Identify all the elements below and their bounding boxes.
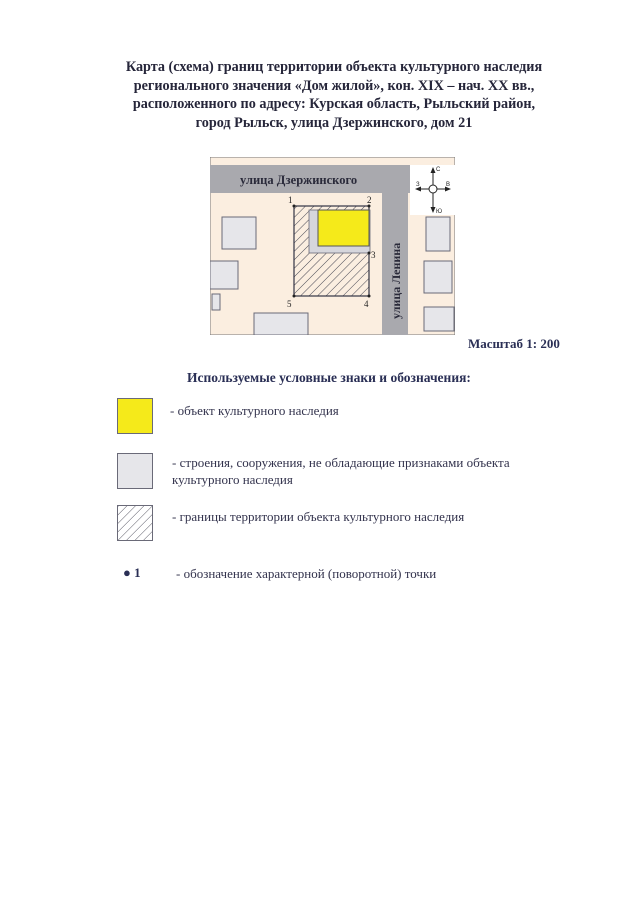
legend-swatch-boundary [117,505,153,541]
compass-east: В [446,182,451,188]
legend-point-marker: ● 1 [123,565,141,580]
compass-west: З [416,182,420,188]
point-label-5: 5 [287,299,292,309]
legend-text-heritage: - объект культурного наследия [170,403,339,418]
point-4-marker [368,295,371,298]
hatch-pattern-icon [118,506,153,541]
legend-text-point: - обозначение характерной (поворотной) точки [176,566,437,581]
title-line-2: регионального значения «Дом жилой», кон. XIX – нач. XX вв., [133,77,535,94]
title-line-3: расположенного по адресу: Курская область, Рыльский район, [132,96,536,112]
map-scale: Масштаб 1: 200 [468,336,560,351]
point-label-3: 3 [371,250,376,260]
building-bottom-middle [254,313,308,335]
legend-swatch-buildings [117,453,153,489]
point-5-marker [293,295,296,298]
title-line-4: город Рыльск, улица Дзержинского, дом 21 [195,114,473,131]
legend-title: Используемые условные знаки и обозначения: [187,370,471,385]
building-left-top [222,217,256,249]
heritage-object [318,210,369,246]
legend-text-buildings: - строения, сооружения, не обладающие признаками объекта культурного наследия [172,455,510,487]
point-label-1: 1 [288,195,293,205]
page-title [60,58,608,132]
building-right-1 [426,217,450,251]
legend-text-boundary: - границы территории объекта культурного наследия [172,509,465,524]
point-label-4: 4 [364,299,369,309]
compass-south: Ю [436,209,443,215]
compass-icon [410,165,455,215]
street-name-dzerzhinsky: улица Дзержинского [240,173,358,187]
building-right-3 [424,307,454,331]
legend-swatch-heritage [117,398,153,434]
building-right-2 [424,261,452,293]
point-1-marker [293,205,296,208]
street-name-lenina: улица Ленина [389,242,403,319]
site-map [210,157,455,335]
building-left-small [212,294,220,310]
building-left-bottom [210,261,238,289]
compass-north: С [436,167,441,173]
title-line-1: Карта (схема) границ территории объекта культурного наследия [125,59,543,75]
point-label-2: 2 [367,195,372,205]
